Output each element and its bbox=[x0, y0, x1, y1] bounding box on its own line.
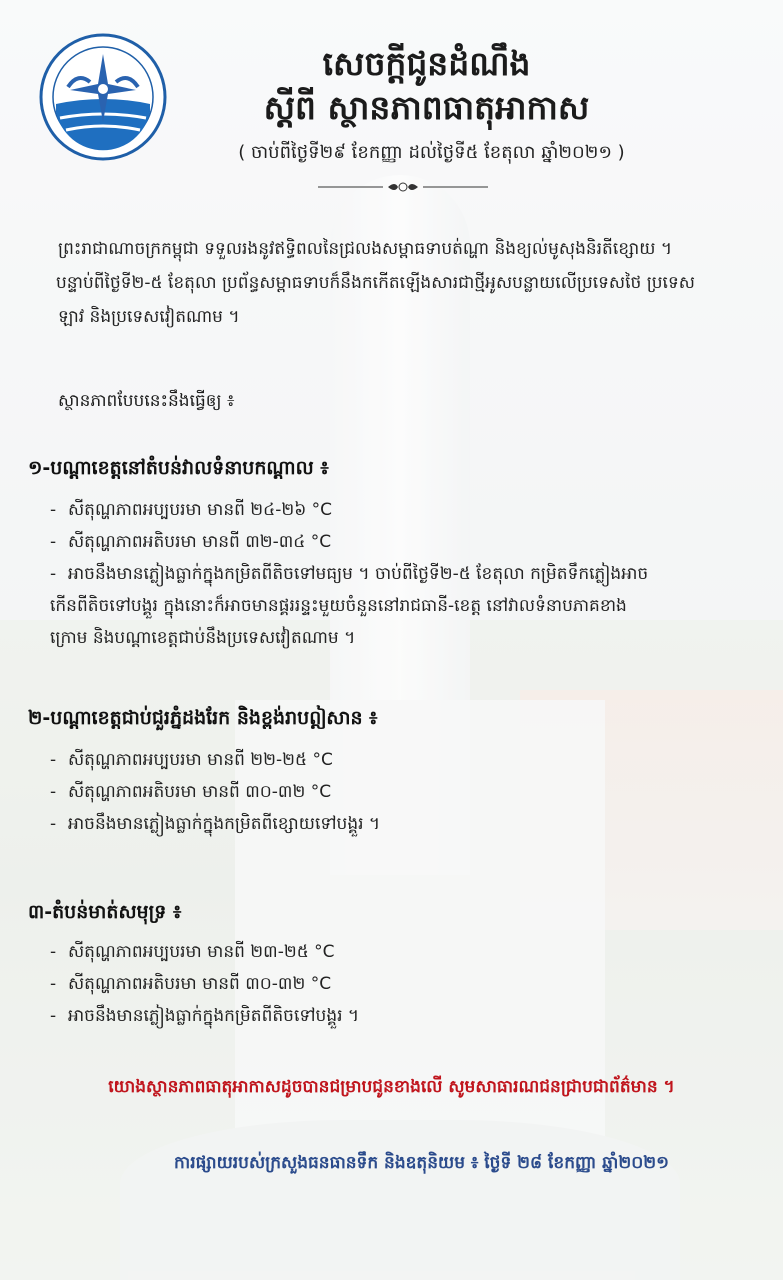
list-item: - សីតុណ្ហភាពអតិបរមា មានពី ៣២-៣៤ °C bbox=[50, 526, 770, 558]
list-item: - សីតុណ្ហភាពអប្បបរមា មានពី ២២-២៥ °C bbox=[50, 744, 770, 776]
section-list bbox=[50, 744, 770, 840]
list-item: - សីតុណ្ហភាពអតិបរមា មានពី ៣០-៣២ °C bbox=[50, 776, 770, 808]
list-item: - សីតុណ្ហភាពអតិបរមា មានពី ៣០-៣២ °C bbox=[50, 968, 770, 1000]
publisher-footer: ការផ្សាយរបស់ក្រសួងធនធានទឹក និងឧតុនិយម ៖ ថ្ងៃទី ២៨ ខែកញ្ញា ឆ្នាំ២០២១ bbox=[174, 1153, 669, 1173]
list-item bbox=[50, 558, 770, 654]
list-item: - សីតុណ្ហភាពអប្បបរមា មានពី ២៤-២៦ °C bbox=[50, 494, 770, 526]
rain-line: កើនពីតិចទៅបង្គួរ ក្នុងនោះក៏អាចមានផ្គររន្ទះមួយចំនួននៅរាជធានី-ខេត្ត នៅវាលទំនាបភាគខាង bbox=[50, 596, 627, 616]
list-item: - អាចនឹងមានភ្លៀងធ្លាក់ក្នុងកម្រិតពីខ្សោយទៅបង្គួរ ។ bbox=[50, 808, 770, 840]
section-list bbox=[50, 936, 770, 1032]
list-item: - អាចនឹងមានភ្លៀងធ្លាក់ក្នុងកម្រិតពីតិចទៅបង្គួរ ។ bbox=[50, 1000, 770, 1032]
section-list bbox=[50, 494, 770, 654]
closing-notice: យោងស្ថានភាពធាតុអាកាសដូចបានជម្រាបជូនខាងលើ សូមសាធារណជនជ្រាបជាព័ត៌មាន ។ bbox=[108, 1077, 675, 1097]
section-heading: ២-បណ្តាខេត្តជាប់ជួរភ្នំដងរែក និងខ្ពង់រាបឦសាន ៖ bbox=[28, 707, 378, 729]
intro-line: ព្រះរាជាណាចក្រកម្ពុជា ទទួលរងនូវឥទ្ធិពលនៃជ្រលងសម្ពាធទាបត់ណ្ហា និងខ្យល់មូសុងនិរតីខ្សោយ ។ bbox=[58, 239, 673, 259]
section-heading: ៣-តំបន់មាត់សមុទ្រ ៖ bbox=[28, 901, 182, 923]
intro-lead: ស្ថានភាពបែបនេះនឹងធ្វើឲ្យ ៖ bbox=[58, 391, 235, 411]
intro-line: ឡាវ និងប្រទេសវៀតណាម ។ bbox=[58, 307, 240, 327]
rain-line: ក្រោម និងបណ្តាខេត្តជាប់នឹងប្រទេសវៀតណាម ។ bbox=[50, 628, 356, 648]
page-title-line1: សេចក្តីជូនដំណឹង bbox=[322, 44, 531, 83]
ornament-divider-icon bbox=[318, 180, 488, 194]
rain-line: - អាចនឹងមានភ្លៀងធ្លាក់ក្នុងកម្រិតពីតិចទៅមធ្យម ។ ចាប់ពីថ្ងៃទី២-៥ ខែតុលា កម្រិតទឹកភ្លៀងអាច bbox=[68, 564, 649, 584]
intro-paragraph bbox=[58, 232, 758, 334]
page-title-line2: ស្តីពី ស្ថានភាពធាតុអាកាស bbox=[263, 88, 590, 127]
list-item: - សីតុណ្ហភាពអប្បបរមា មានពី ២៣-២៥ °C bbox=[50, 936, 770, 968]
section-heading: ១-បណ្តាខេត្តនៅតំបន់វាលទំនាបកណ្តាល ៖ bbox=[28, 457, 329, 479]
date-range-subtitle: ( ចាប់ពីថ្ងៃទី២៩ ខែកញ្ញា ដល់ថ្ងៃទី៥ ខែតុលា ឆ្នាំ២០២១ ) bbox=[238, 142, 625, 163]
intro-line: បន្ទាប់ពីថ្ងៃទី២-៥ ខែតុលា ប្រព័ន្ធសម្ពាធទាបក៏នឹងកកើតឡើងសារជាថ្មីអូសបន្លាយលើប្រទេសថៃ ប្រទេស bbox=[56, 273, 695, 293]
